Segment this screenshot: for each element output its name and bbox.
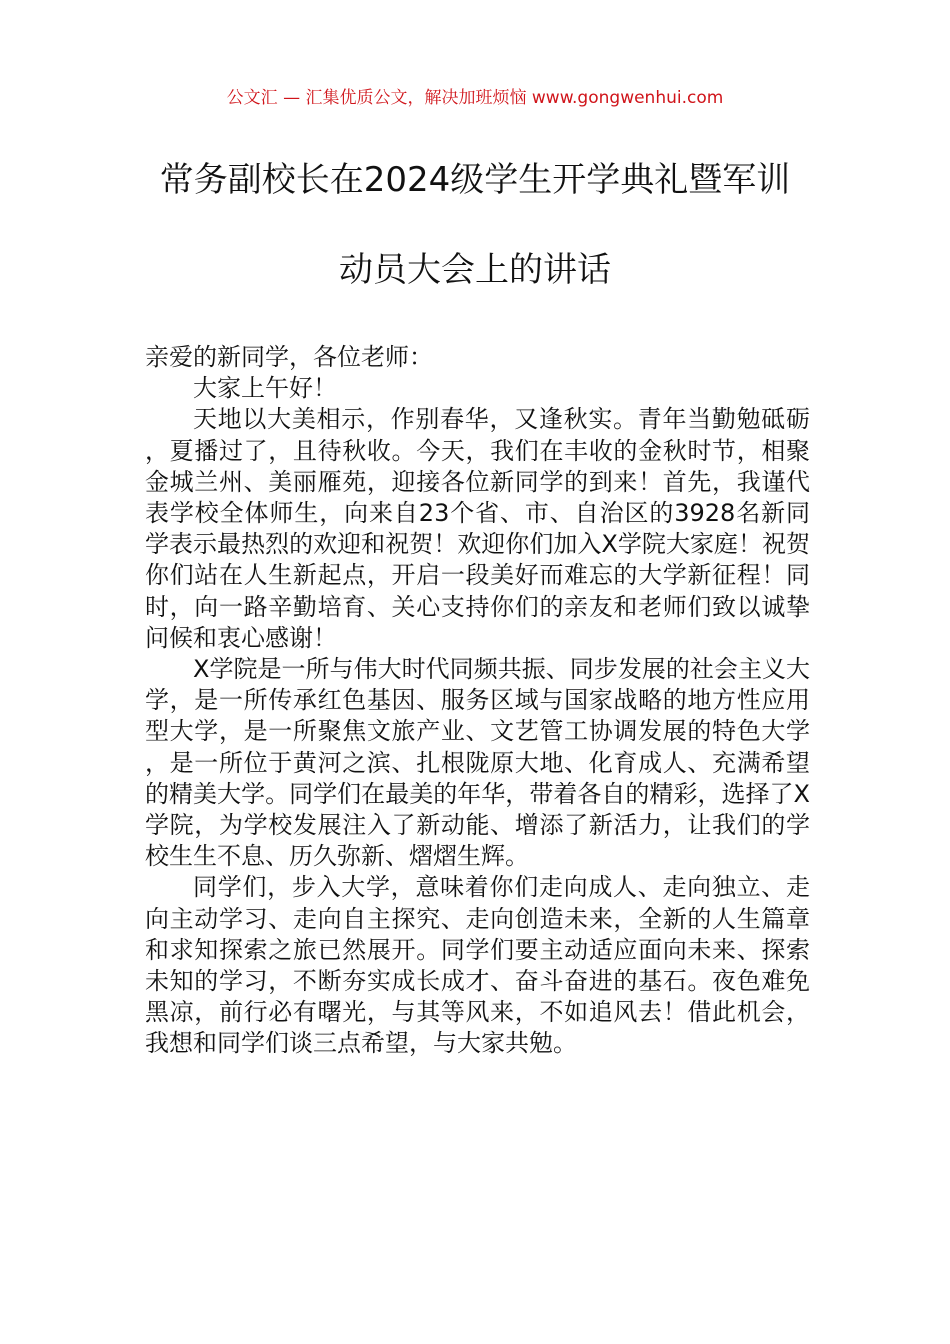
paragraph-greeting: 大家上午好！	[193, 374, 337, 403]
document-title-line-1: 常务副校长在2024级学生开学典礼暨军训	[159, 160, 791, 200]
header-banner: 公文汇 — 汇集优质公文，解决加班烦恼 www.gongwenhui.com	[226, 88, 724, 108]
paragraph-welcome: 天地以大美相示，作别春华，又逢秋实。青年当勤勉砥砺，夏播过了，且待秋收。今天，我们在丰收的金秋时节，相聚金城兰州、美丽雁苑，迎接各位新同学的到来！首先，我谨代表学校全体师生，向来自23个省、市、自治区的3928名新同学表示最热烈的欢迎和祝贺！欢迎你们加入X学院大家庭！祝贺你们站在人生新起点，开启一段美好而难忘的大学新征程！同时，向一路辛勤培育、关心支持你们的亲友和老师们致以诚挚问候和衷心感谢！	[145, 405, 810, 652]
salutation: 亲爱的新同学，各位老师：	[145, 343, 433, 371]
document-body	[145, 342, 810, 1060]
paragraph-expectations: 同学们，步入大学，意味着你们走向成人、走向独立、走向主动学习、走向自主探究、走向创造未来，全新的人生篇章和求知探索之旅已然展开。同学们要主动适应面向未来、探索未知的学习，不断夯实成长成才、奋斗奋进的基石。夜色难免黑凉，前行必有曙光，与其等风来，不如追风去！借此机会，我想和同学们谈三点希望，与大家共勉。	[145, 873, 810, 1058]
document-title-line-2: 动员大会上的讲话	[339, 250, 611, 290]
paragraph-school-intro: X学院是一所与伟大时代同频共振、同步发展的社会主义大学，是一所传承红色基因、服务区域与国家战略的地方性应用型大学，是一所聚焦文旅产业、文艺管工协调发展的特色大学，是一所位于黄河之滨、扎根陇原大地、化育成人、充满希望的精美大学。同学们在最美的年华，带着各自的精彩，选择了X学院，为学校发展注入了新动能、增添了新活力，让我们的学校生生不息、历久弥新、熠熠生辉。	[145, 655, 810, 871]
